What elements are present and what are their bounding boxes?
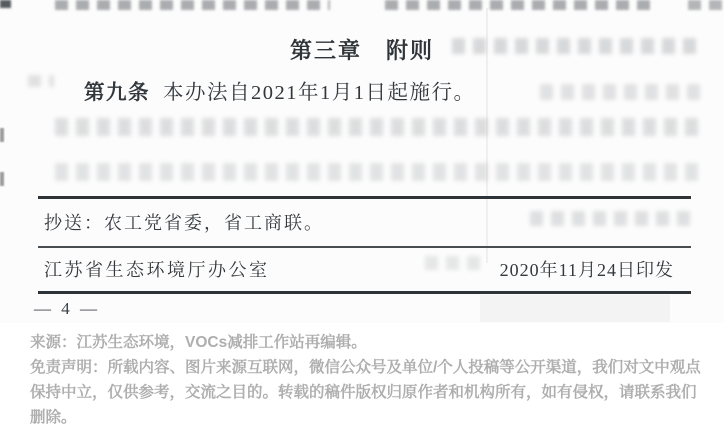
chapter-heading: 第三章 附则 bbox=[289, 38, 434, 63]
bleedthrough-text-row bbox=[385, 0, 653, 10]
disclaimer-line: 免责声明：所载内容、图片来源互联网，微信公众号及单位/个人投稿等公开渠道，我们对文中观点 bbox=[30, 359, 701, 376]
article-text: 本办法自2021年1月1日起施行。 bbox=[163, 82, 476, 104]
scan-edge-artifact bbox=[0, 172, 4, 186]
print-date: 2020年11月24日印发 bbox=[499, 260, 674, 280]
article-line bbox=[84, 75, 476, 105]
bleedthrough-text-row bbox=[540, 84, 700, 100]
scan-edge-artifact bbox=[0, 128, 4, 142]
issuer-name: 江苏省生态环境厅办公室 bbox=[44, 260, 270, 280]
bleedthrough-text-row bbox=[530, 211, 690, 226]
article-caption bbox=[30, 330, 714, 430]
scan-shadow-artifact bbox=[480, 295, 670, 322]
disclaimer-line: 删除。 bbox=[30, 409, 77, 426]
bleedthrough-text-row bbox=[55, 118, 700, 136]
page-number: — 4 — bbox=[34, 299, 100, 318]
bleedthrough-text-row bbox=[688, 0, 722, 10]
bleedthrough-text-row bbox=[55, 0, 330, 10]
cc-line: 抄送：农工党省委，省工商联。 bbox=[44, 213, 324, 233]
issue-row bbox=[44, 256, 674, 282]
article-number: 第九条 bbox=[84, 82, 150, 104]
divider-rule-top bbox=[38, 196, 691, 199]
scan-corner-artifact bbox=[0, 0, 11, 8]
divider-rule-bottom bbox=[38, 291, 691, 294]
source-line: 来源：江苏生态环境，VOCs减排工作站再编辑。 bbox=[30, 334, 367, 351]
bleedthrough-text-row bbox=[55, 163, 700, 181]
disclaimer-line: 保持中立，仅供参考，交流之目的。转载的稿件版权归原作者和机构所有，如有侵权，请联系我们 bbox=[30, 384, 697, 401]
divider-rule-middle bbox=[38, 246, 691, 248]
bleedthrough-text-row bbox=[28, 75, 54, 87]
